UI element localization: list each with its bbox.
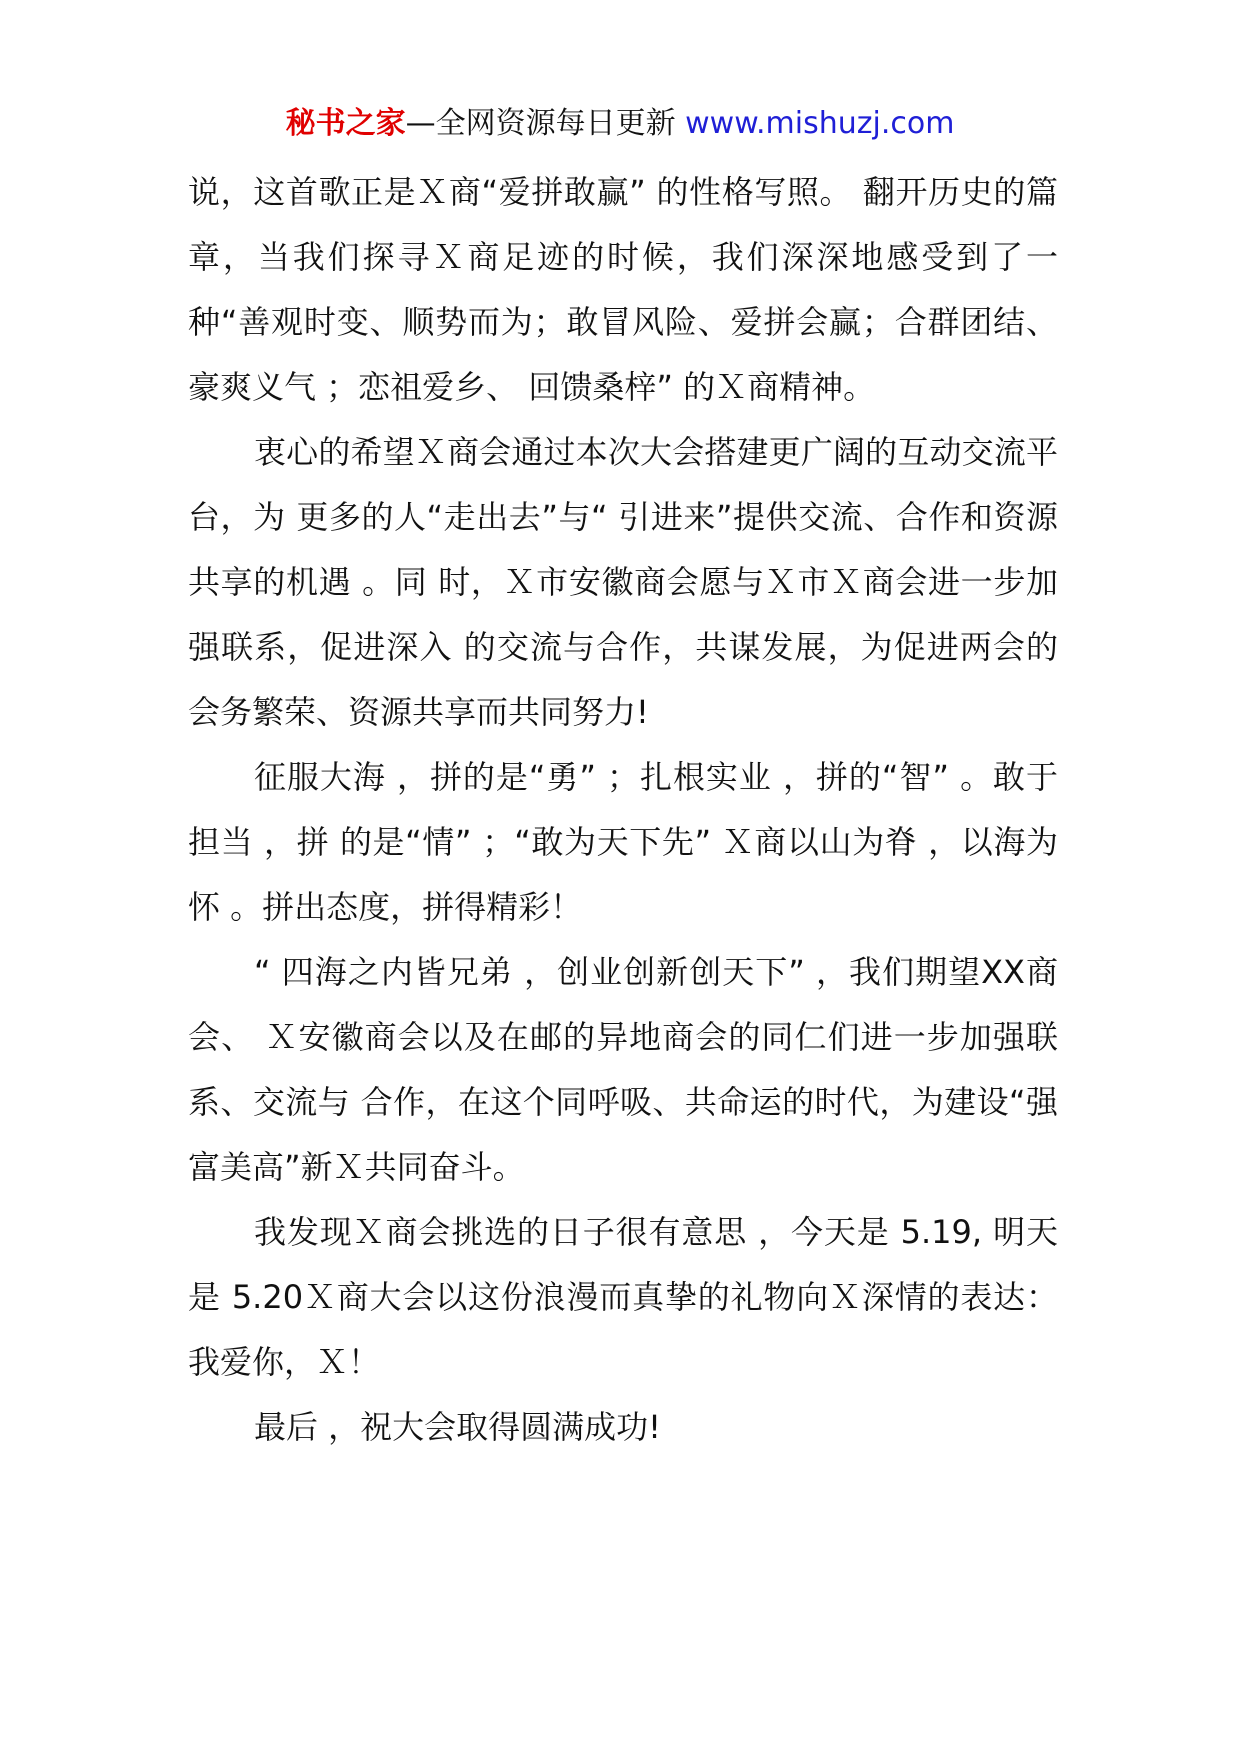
closing-paragraph: 最后 ，祝大会取得圆满成功!: [254, 1408, 662, 1446]
header-tagline: —全网资源每日更新: [405, 106, 676, 141]
paragraph-continuation: 说，这首歌正是Ｘ商“爱拼敢赢” 的性格写照。 翻开历史的篇章，当我们探寻Ｘ商足迹的时候，我们深深地感受到了一种“善观时变、顺势而为；敢冒风险、爱拼会赢；合群团结、豪爽义气 ；恋祖爱乡、 回馈桑梓” 的Ｘ商精神。: [188, 173, 1058, 406]
document-body: [188, 160, 1058, 1460]
website-link[interactable]: www.mishuzj.com: [685, 106, 955, 141]
paragraph: 我发现Ｘ商会挑选的日子很有意思 ，今天是 5.19, 明天是 5.20Ｘ商大会以这份浪漫而真挚的礼物向Ｘ深情的表达：我爱你，Ｘ！: [188, 1213, 1058, 1381]
brand-name: 秘书之家: [285, 106, 406, 141]
paragraph: 衷心的希望Ｘ商会通过本次大会搭建更广阔的互动交流平台，为 更多的人“走出去”与“ 引进来”提供交流、合作和资源共享的机遇 。同 时，Ｘ市安徽商会愿与Ｘ市Ｘ商会进一步加强联系，促进深入 的交流与合作，共谋发展，为促进两会的会务繁荣、资源共享而共同努力!: [188, 433, 1058, 731]
page-header: [0, 100, 1240, 148]
paragraph: 征服大海 ，拼的是“勇” ；扎根实业 ，拼的“智” 。敢于担当 ，拼 的是“情” ；“敢为天下先” Ｘ商以山为脊 ，以海为怀 。拼出态度，拼得精彩！: [188, 758, 1058, 926]
paragraph: “ 四海之内皆兄弟 ，创业创新创天下” ，我们期望XX商会、 Ｘ安徽商会以及在邮的异地商会的同仁们进一步加强联系、交流与 合作，在这个同呼吸、共命运的时代，为建设“强富美高”新Ｘ共同奋斗。: [188, 953, 1058, 1186]
